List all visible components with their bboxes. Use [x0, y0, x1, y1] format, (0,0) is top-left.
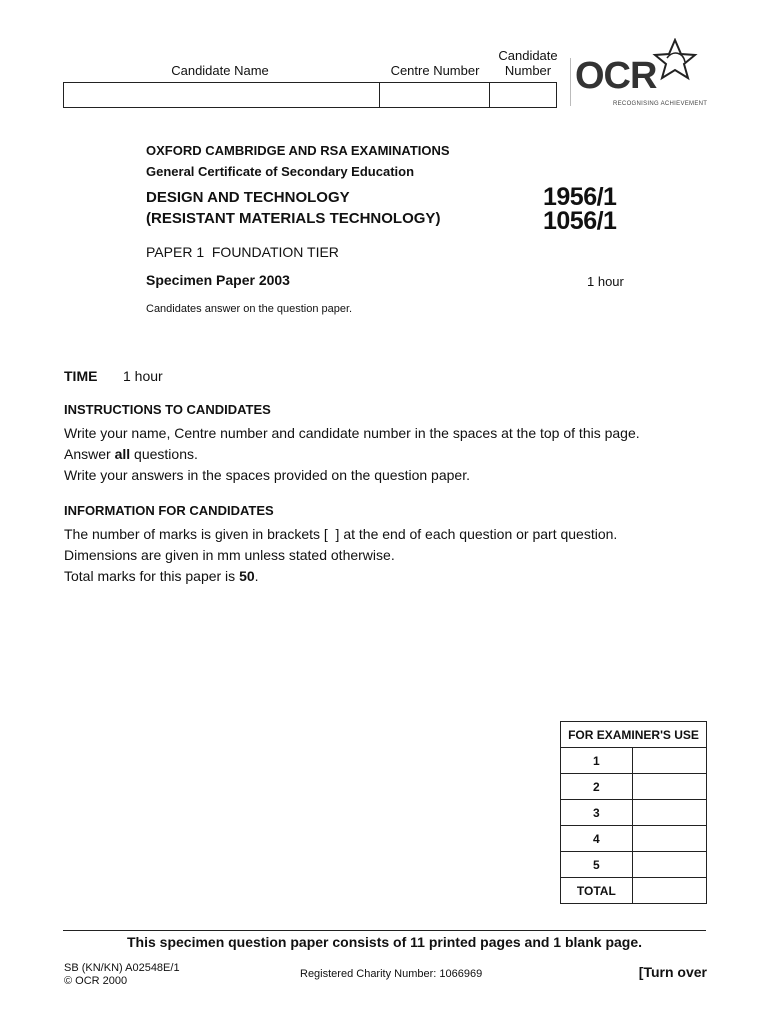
centre-number-field[interactable] — [380, 83, 490, 107]
mark-cell[interactable] — [632, 774, 706, 800]
examiner-table-row — [561, 852, 707, 878]
mark-cell[interactable] — [632, 748, 706, 774]
question-number: 5 — [561, 852, 633, 878]
footer-divider — [63, 930, 706, 931]
candidate-name-label: Candidate Name — [171, 63, 269, 78]
instructions-heading: INSTRUCTIONS TO CANDIDATES — [64, 402, 271, 417]
candidate-number-label-line-1: Candidate — [498, 48, 558, 63]
instruction-line-2 — [64, 444, 704, 465]
exam-duration: 1 hour — [587, 274, 624, 289]
total-mark-cell[interactable] — [632, 878, 706, 904]
instruction-line-3: Write your answers in the spaces provided on the question paper. — [64, 467, 470, 483]
ocr-logo-tagline: RECOGNISING ACHIEVEMENT — [613, 101, 708, 107]
information-line-2: Dimensions are given in mm unless stated otherwise. — [64, 547, 395, 563]
information-heading: INFORMATION FOR CANDIDATES — [64, 503, 274, 518]
qualification: General Certificate of Secondary Education — [146, 164, 415, 179]
information-line-3 — [64, 566, 704, 587]
specimen-title: Specimen Paper 2003 — [146, 272, 290, 288]
instruction-line-2-post: questions. — [130, 446, 198, 462]
candidate-name-field[interactable] — [64, 83, 380, 107]
mark-cell[interactable] — [632, 852, 706, 878]
information-line-3-post: . — [254, 568, 259, 584]
time-label: TIME — [64, 368, 98, 384]
information-line-1: The number of marks is given in brackets [ ] at the end of each question or part question. — [64, 526, 618, 542]
candidate-number-field[interactable] — [490, 83, 556, 107]
candidate-details-box — [63, 82, 557, 108]
information-line-3-pre: Total marks for this paper is — [64, 568, 240, 584]
pages-note: This specimen question paper consists of 11 printed pages and 1 blank page. — [126, 934, 643, 950]
centre-number-label: Centre Number — [390, 63, 480, 78]
time-value: 1 hour — [123, 368, 163, 384]
ocr-logo-text: OCR — [575, 55, 657, 97]
examiner-table-row — [561, 826, 707, 852]
examiner-table-header-row — [561, 722, 707, 748]
paper-tier: PAPER 1 FOUNDATION TIER — [146, 244, 339, 260]
mark-cell[interactable] — [632, 826, 706, 852]
information-line-3-bold: 50 — [239, 568, 255, 584]
information-list — [64, 524, 704, 587]
answer-note: Candidates answer on the question paper. — [146, 303, 353, 315]
examiner-use-table — [560, 721, 707, 904]
footer-reference-line-1: SB (KN/KN) A02548E/1 — [64, 962, 180, 974]
footer-reference-line-2: © OCR 2000 — [64, 975, 128, 987]
question-number: 3 — [561, 800, 633, 826]
instruction-line-2-pre: Answer — [64, 446, 115, 462]
total-label: TOTAL — [561, 878, 633, 904]
examiner-table-row — [561, 748, 707, 774]
footer-reference — [64, 962, 180, 988]
examiner-table-row — [561, 800, 707, 826]
candidate-number-label-line-2: Number — [504, 63, 552, 78]
exam-code-1: 1956/1 — [543, 183, 617, 211]
candidate-number-label — [490, 48, 566, 78]
charity-number: Registered Charity Number: 1066969 — [300, 968, 483, 980]
question-number: 1 — [561, 748, 633, 774]
ocr-logo — [570, 38, 710, 113]
examiner-table-total-row — [561, 878, 707, 904]
subject-line-2: (RESISTANT MATERIALS TECHNOLOGY) — [146, 210, 441, 227]
exam-board: OXFORD CAMBRIDGE AND RSA EXAMINATIONS — [146, 143, 450, 158]
examiner-table-row — [561, 774, 707, 800]
instruction-line-2-bold: all — [114, 446, 131, 462]
turn-over: [Turn over — [638, 964, 707, 980]
subject-line-1: DESIGN AND TECHNOLOGY — [146, 189, 350, 206]
exam-code-2: 1056/1 — [543, 207, 617, 235]
instruction-line-1: Write your name, Centre number and candidate number in the spaces at the top of this page. — [64, 425, 640, 441]
question-number: 2 — [561, 774, 633, 800]
examiner-table-heading: FOR EXAMINER'S USE — [561, 722, 707, 748]
mark-cell[interactable] — [632, 800, 706, 826]
question-number: 4 — [561, 826, 633, 852]
instructions-list — [64, 423, 704, 486]
